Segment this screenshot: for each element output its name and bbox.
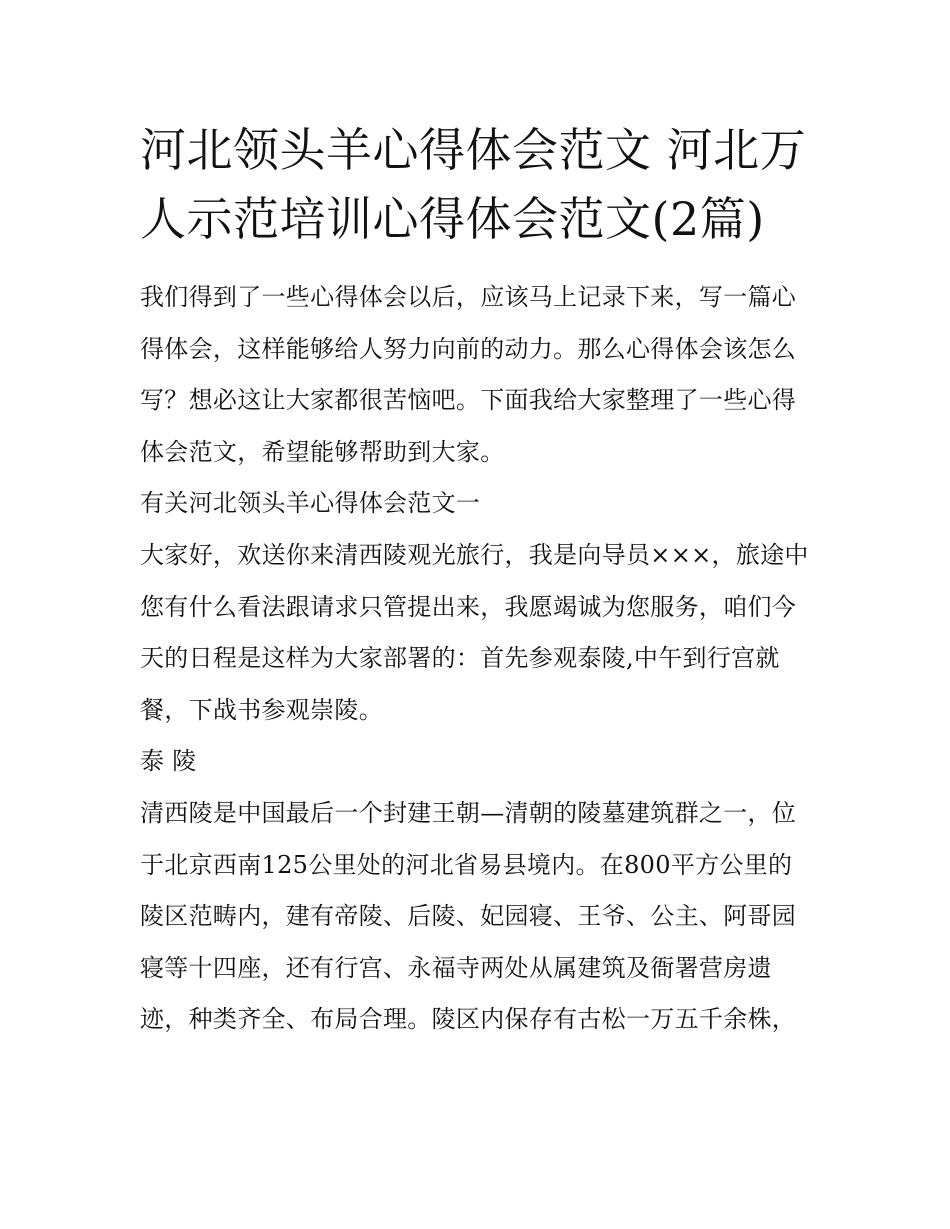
document-body — [140, 116, 815, 1046]
section-heading: 有关河北领头羊心得体会范文一 — [140, 489, 481, 518]
intro-paragraph: 我们得到了一些心得体会以后，应该马上记录下来，写一篇心得体会，这样能够给人努力向前的动力。那么心得体会该怎么写？想必这让大家都很苦恼吧。下面我给大家整理了一些心得体会范文，希望能够帮助到大家。 — [140, 283, 797, 466]
subsection-heading: 泰 陵 — [140, 747, 197, 776]
document-title: 河北领头羊心得体会范文 河北万人示范培训心得体会范文(2篇) — [140, 123, 807, 246]
greeting-paragraph: 大家好，欢送你来清西陵观光旅行，我是向导员×××，旅途中您有什么看法跟请求只管提出来，我愿竭诚为您服务，咱们今天的日程是这样为大家部署的：首先参观泰陵,中午到行宫就餐，下战书参观崇陵。 — [140, 540, 809, 724]
description-paragraph: 清西陵是中国最后一个封建王朝—清朝的陵墓建筑群之一，位于北京西南125公里处的河北省易县境内。在800平方公里的陵区范畴内，建有帝陵、后陵、妃园寝、王爷、公主、阿哥园寝等十四座，还有行宫、永福寺两处从属建筑及衙署营房遗迹，种类齐全、布局合理。陵区内保存有古松一万五千余株， — [140, 798, 797, 1034]
